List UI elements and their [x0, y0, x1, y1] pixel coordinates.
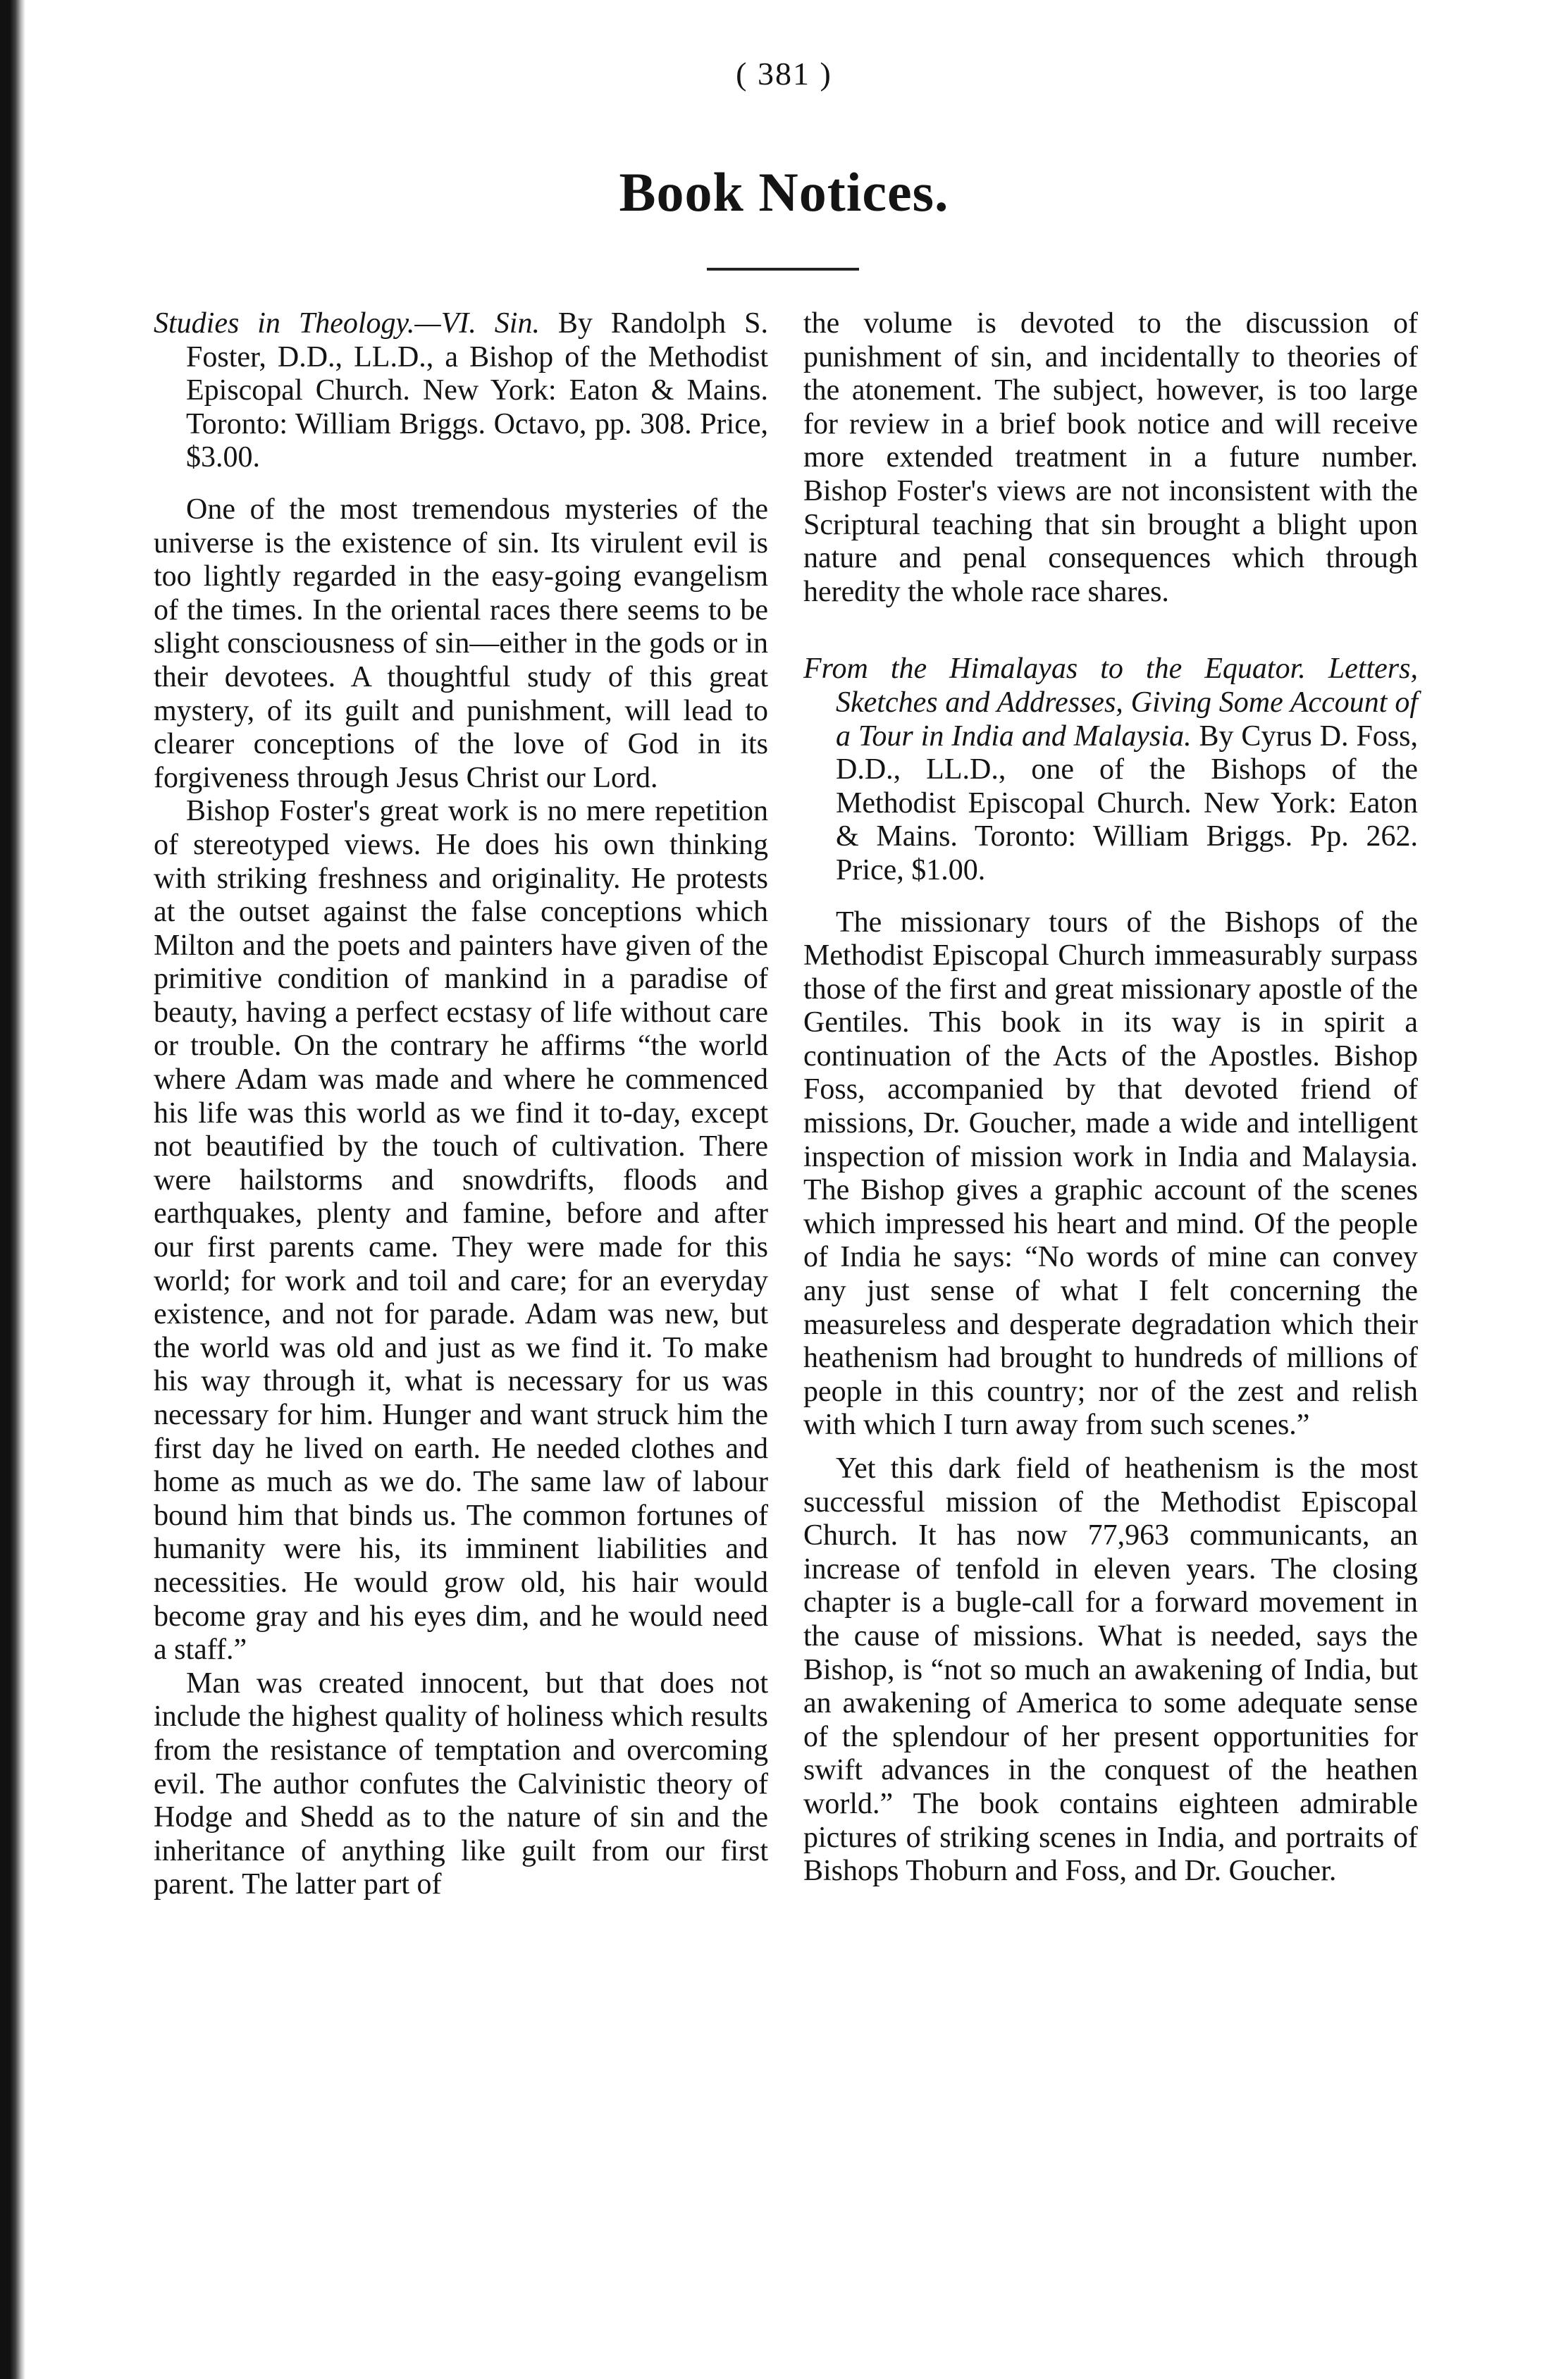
review-paragraph: Man was created innocent, but that does not include the highest quality of holiness which results from the resistance of temptation and overcoming evil. The author confutes the Calvinistic theory of Hodge and Shedd as to the nature of sin and the inheritance of anything like guilt from our first parent. The latter part of [154, 1667, 768, 1901]
title-rule [707, 268, 859, 271]
left-column [154, 307, 768, 1902]
book-byline: By Randolph S. Foster, D.D., LL.D., a Bishop of the Methodist Episcopal Church. New York: Eaton & Mains. Toronto: William Briggs. Octavo, pp. 308. Price, $3.00. [186, 307, 768, 474]
review-paragraph-continued: the volume is devoted to the discussion of punishment of sin, and incidentally to theories of the atonement. The subject, however, is too large for review in a brief book notice and will receive more extended treatment in a future number. Bishop Foster's views are not inconsistent with the Scriptural teaching that sin brought a blight upon nature and penal consequences which through heredity the whole race shares. [803, 307, 1418, 608]
page-number: ( 381 ) [736, 56, 832, 92]
right-column [803, 307, 1418, 1889]
entry-heading [154, 307, 768, 475]
book-title: From the Himalayas to the Equator. Letters, Sketches and Addresses, Giving Some Account of a Tour in India and Malaysia. [803, 653, 1418, 753]
page-binding-edge [0, 0, 25, 2379]
review-paragraph: Yet this dark field of heathenism is the most successful mission of the Methodist Episcopal Church. It has now 77,963 communicants, an increase of tenfold in eleven years. The closing chapter is a bugle-call for a forward movement in the cause of missions. What is needed, says the Bishop, is “not so much an awakening of India, but an awakening of America to some adequate sense of the splendour of her present opportunities for swift advances in the conquest of the heathen world.” The book contains eighteen admirable pictures of striking scenes in India, and portraits of Bishops Thoburn and Foss, and Dr. Goucher. [803, 1452, 1418, 1888]
entry-gap [803, 609, 1418, 653]
review-paragraph: The missionary tours of the Bishops of the Methodist Episcopal Church immeasurably surpass those of the first and great missionary apostle of the Gentiles. This book in its way is in spirit a continuation of the Acts of the Apostles. Bishop Foss, accompanied by that devoted friend of missions, Dr. Goucher, made a wide and intelligent inspection of mission work in India and Malaysia. The Bishop gives a graphic account of the scenes which impressed his heart and mind. Of the people of India he says: “No words of mine can convey any just sense of what I felt concerning the measureless and desperate degradation which their heathenism had brought to hundreds of millions of people in this country; nor of the zest and relish with which I turn away from such scenes.” [803, 906, 1418, 1442]
review-paragraph: One of the most tremendous mysteries of the universe is the existence of sin. Its virulent evil is too lightly regarded in the easy-going evangelism of the times. In the oriental races there seems to be slight consciousness of sin—either in the gods or in their devotees. A thoughtful study of this great mystery, of its guilt and punishment, will lead to clearer conceptions of the love of God in its forgiveness through Jesus Christ our Lord. [154, 493, 768, 794]
book-byline: By Cyrus D. Foss, D.D., LL.D., one of the Bishops of the Methodist Episcopal Church. New York: Eaton & Mains. Toronto: William Briggs. Pp. 262. Price, $1.00. [836, 719, 1418, 886]
review-paragraph: Bishop Foster's great work is no mere repetition of stereotyped views. He does his own thinking with striking freshness and originality. He protests at the outset against the false conceptions which Milton and the poets and painters have given of the primitive condition of mankind in a paradise of beauty, having a perfect ecstasy of life without care or trouble. On the contrary he affirms “the world where Adam was made and where he commenced his life was this world as we find it to-day, except not beautified by the touch of cultivation. There were hailstorms and snowdrifts, floods and earthquakes, plenty and famine, before and after our first parents came. They were made for this world; for work and toil and care; for an everyday existence, and not for parade. Adam was new, but the world was old and just as we find it. To make his way through it, what is necessary for us was necessary for him. Hunger and want struck him the first day he lived on earth. He needed clothes and home as much as we do. The same law of labour bound him that binds us. The common fortunes of humanity were his, its imminent liabilities and necessities. He would grow old, his hair would become gray and his eyes dim, and he would need a staff.” [154, 795, 768, 1667]
book-title: Studies in Theology.—VI. Sin. [154, 307, 540, 340]
entry-heading [803, 653, 1418, 887]
section-title: Book Notices. [619, 161, 949, 223]
